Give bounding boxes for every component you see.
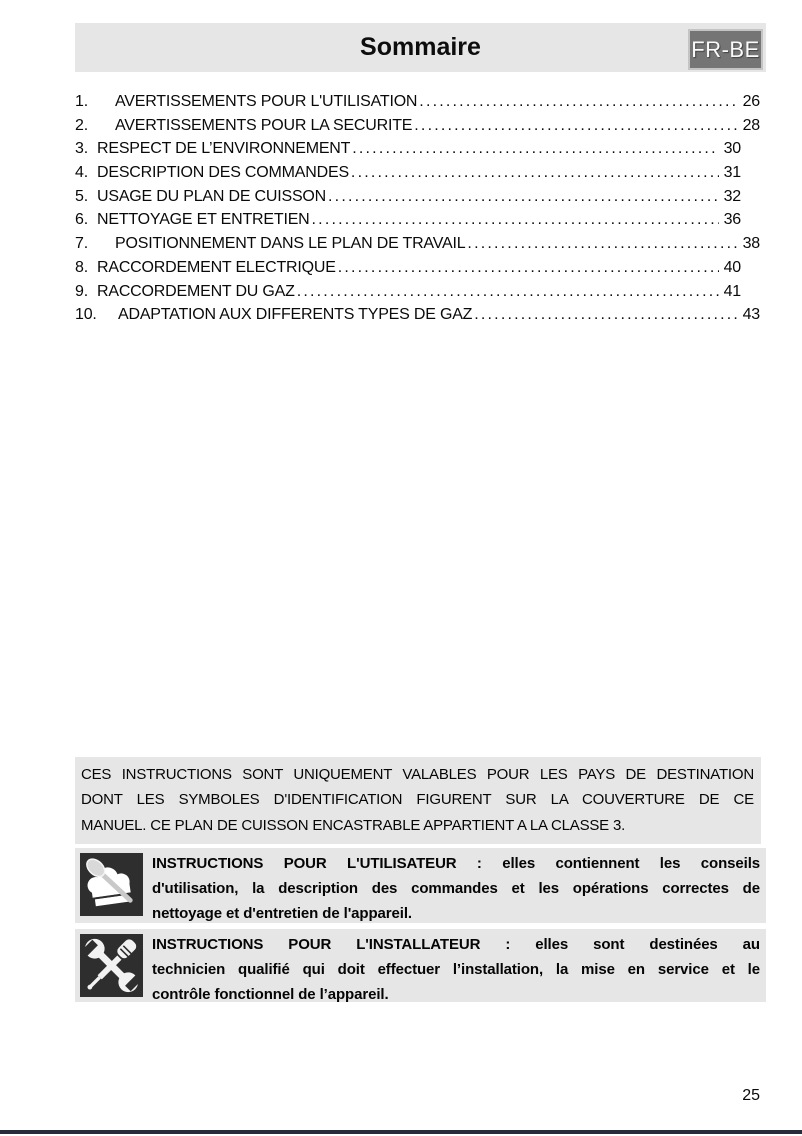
- toc-leader-dots: [297, 283, 719, 301]
- chef-hat-spoon-icon: [80, 853, 143, 916]
- toc-item: [75, 188, 762, 212]
- toc-item-title: RESPECT DE L’ENVIRONNEMENT: [97, 140, 351, 158]
- toc-item-title: ADAPTATION AUX DIFFERENTS TYPES DE GAZ: [118, 306, 473, 324]
- toc-leader-dots: [351, 164, 719, 182]
- toc-item-title: AVERTISSEMENTS POUR L'UTILISATION: [115, 93, 418, 110]
- toc-item: [75, 117, 762, 141]
- installer-instructions-text: [152, 932, 760, 1008]
- toc-leader-dots: [474, 306, 737, 324]
- toc-item-page: 38: [742, 235, 760, 253]
- toc-item-page: 43: [742, 306, 760, 324]
- toc-item-number: 8.: [75, 258, 88, 276]
- page-bottom-edge: [0, 1130, 802, 1134]
- toc-item-title: POSITIONNEMENT DANS LE PLAN DE TRAVAIL: [115, 235, 466, 253]
- instruction-line: nettoyage et d'entretien de l'appareil.: [152, 905, 412, 923]
- toc-item-number: 5.: [75, 187, 88, 205]
- instruction-line: INSTRUCTIONS POUR L'INSTALLATEUR : elles sont destinées au: [152, 936, 760, 953]
- page-number: 25: [742, 1087, 760, 1104]
- toc-item-number: 1.: [75, 93, 88, 110]
- toc-leader-dots: [312, 211, 719, 229]
- toc-leader-dots: [414, 117, 737, 135]
- toc-leader-dots: [338, 259, 719, 277]
- toc-item: [75, 306, 762, 330]
- toc-leader-dots: [352, 140, 718, 158]
- language-badge: FR-BE: [688, 29, 763, 70]
- instruction-line: INSTRUCTIONS POUR L'UTILISATEUR : elles contiennent les conseils: [152, 855, 760, 872]
- toc-item-number: 4.: [75, 164, 88, 182]
- instruction-line: contrôle fonctionnel de l’appareil.: [152, 986, 389, 1004]
- page-title: Sommaire: [360, 33, 481, 61]
- wrench-screwdriver-icon: [80, 934, 143, 997]
- header: [75, 23, 766, 72]
- toc-item-title: RACCORDEMENT DU GAZ: [97, 282, 295, 300]
- toc-leader-dots: [328, 188, 719, 206]
- toc-item-page: 31: [723, 164, 741, 182]
- user-instructions-block: [75, 848, 766, 923]
- installer-instructions-block: [75, 929, 766, 1002]
- toc-item-number: 6.: [75, 211, 88, 229]
- toc-item-page: 28: [742, 116, 760, 134]
- toc-item-title: RACCORDEMENT ELECTRIQUE: [97, 258, 336, 276]
- toc-item-page: 30: [723, 140, 741, 158]
- toc-item-title: NETTOYAGE ET ENTRETIEN: [97, 211, 310, 229]
- notice-line: CES INSTRUCTIONS SONT UNIQUEMENT VALABLES POUR LES PAYS DE DESTINATION: [81, 766, 754, 783]
- toc-item-page: 40: [723, 258, 741, 276]
- toc-item-number: 9.: [75, 282, 88, 300]
- toc-item: [75, 259, 762, 283]
- instruction-line: d'utilisation, la description des commandes et les opérations correctes de: [152, 880, 760, 898]
- toc-item-page: 32: [723, 187, 741, 205]
- toc-item-number: 3.: [75, 140, 88, 158]
- toc-item: [75, 93, 762, 117]
- table-of-contents: [75, 93, 762, 330]
- toc-item: [75, 140, 762, 164]
- toc-item-title: AVERTISSEMENTS POUR LA SECURITE: [115, 116, 413, 134]
- notice-line: MANUEL. CE PLAN DE CUISSON ENCASTRABLE APPARTIENT A LA CLASSE 3.: [81, 816, 626, 834]
- toc-item: [75, 211, 762, 235]
- toc-item-title: DESCRIPTION DES COMMANDES: [97, 164, 349, 182]
- toc-item-number: 2.: [75, 116, 88, 134]
- toc-item-page: 41: [723, 282, 741, 300]
- toc-item-title: USAGE DU PLAN DE CUISSON: [97, 187, 327, 205]
- toc-item-number: 7.: [75, 235, 88, 253]
- toc-leader-dots: [467, 235, 737, 253]
- toc-item-number: 10.: [75, 306, 97, 324]
- toc-item-page: 36: [723, 211, 741, 229]
- toc-item: [75, 235, 762, 259]
- instruction-line: technicien qualifié qui doit effectuer l’installation, la mise en service et le: [152, 961, 760, 979]
- toc-leader-dots: [419, 93, 737, 111]
- user-instructions-text: [152, 851, 760, 927]
- destination-notice: [75, 757, 761, 844]
- toc-item: [75, 164, 762, 188]
- notice-line: DONT LES SYMBOLES D'IDENTIFICATION FIGURENT SUR LA COUVERTURE DE CE: [81, 791, 754, 809]
- toc-item-page: 26: [742, 93, 760, 110]
- toc-item: [75, 283, 762, 307]
